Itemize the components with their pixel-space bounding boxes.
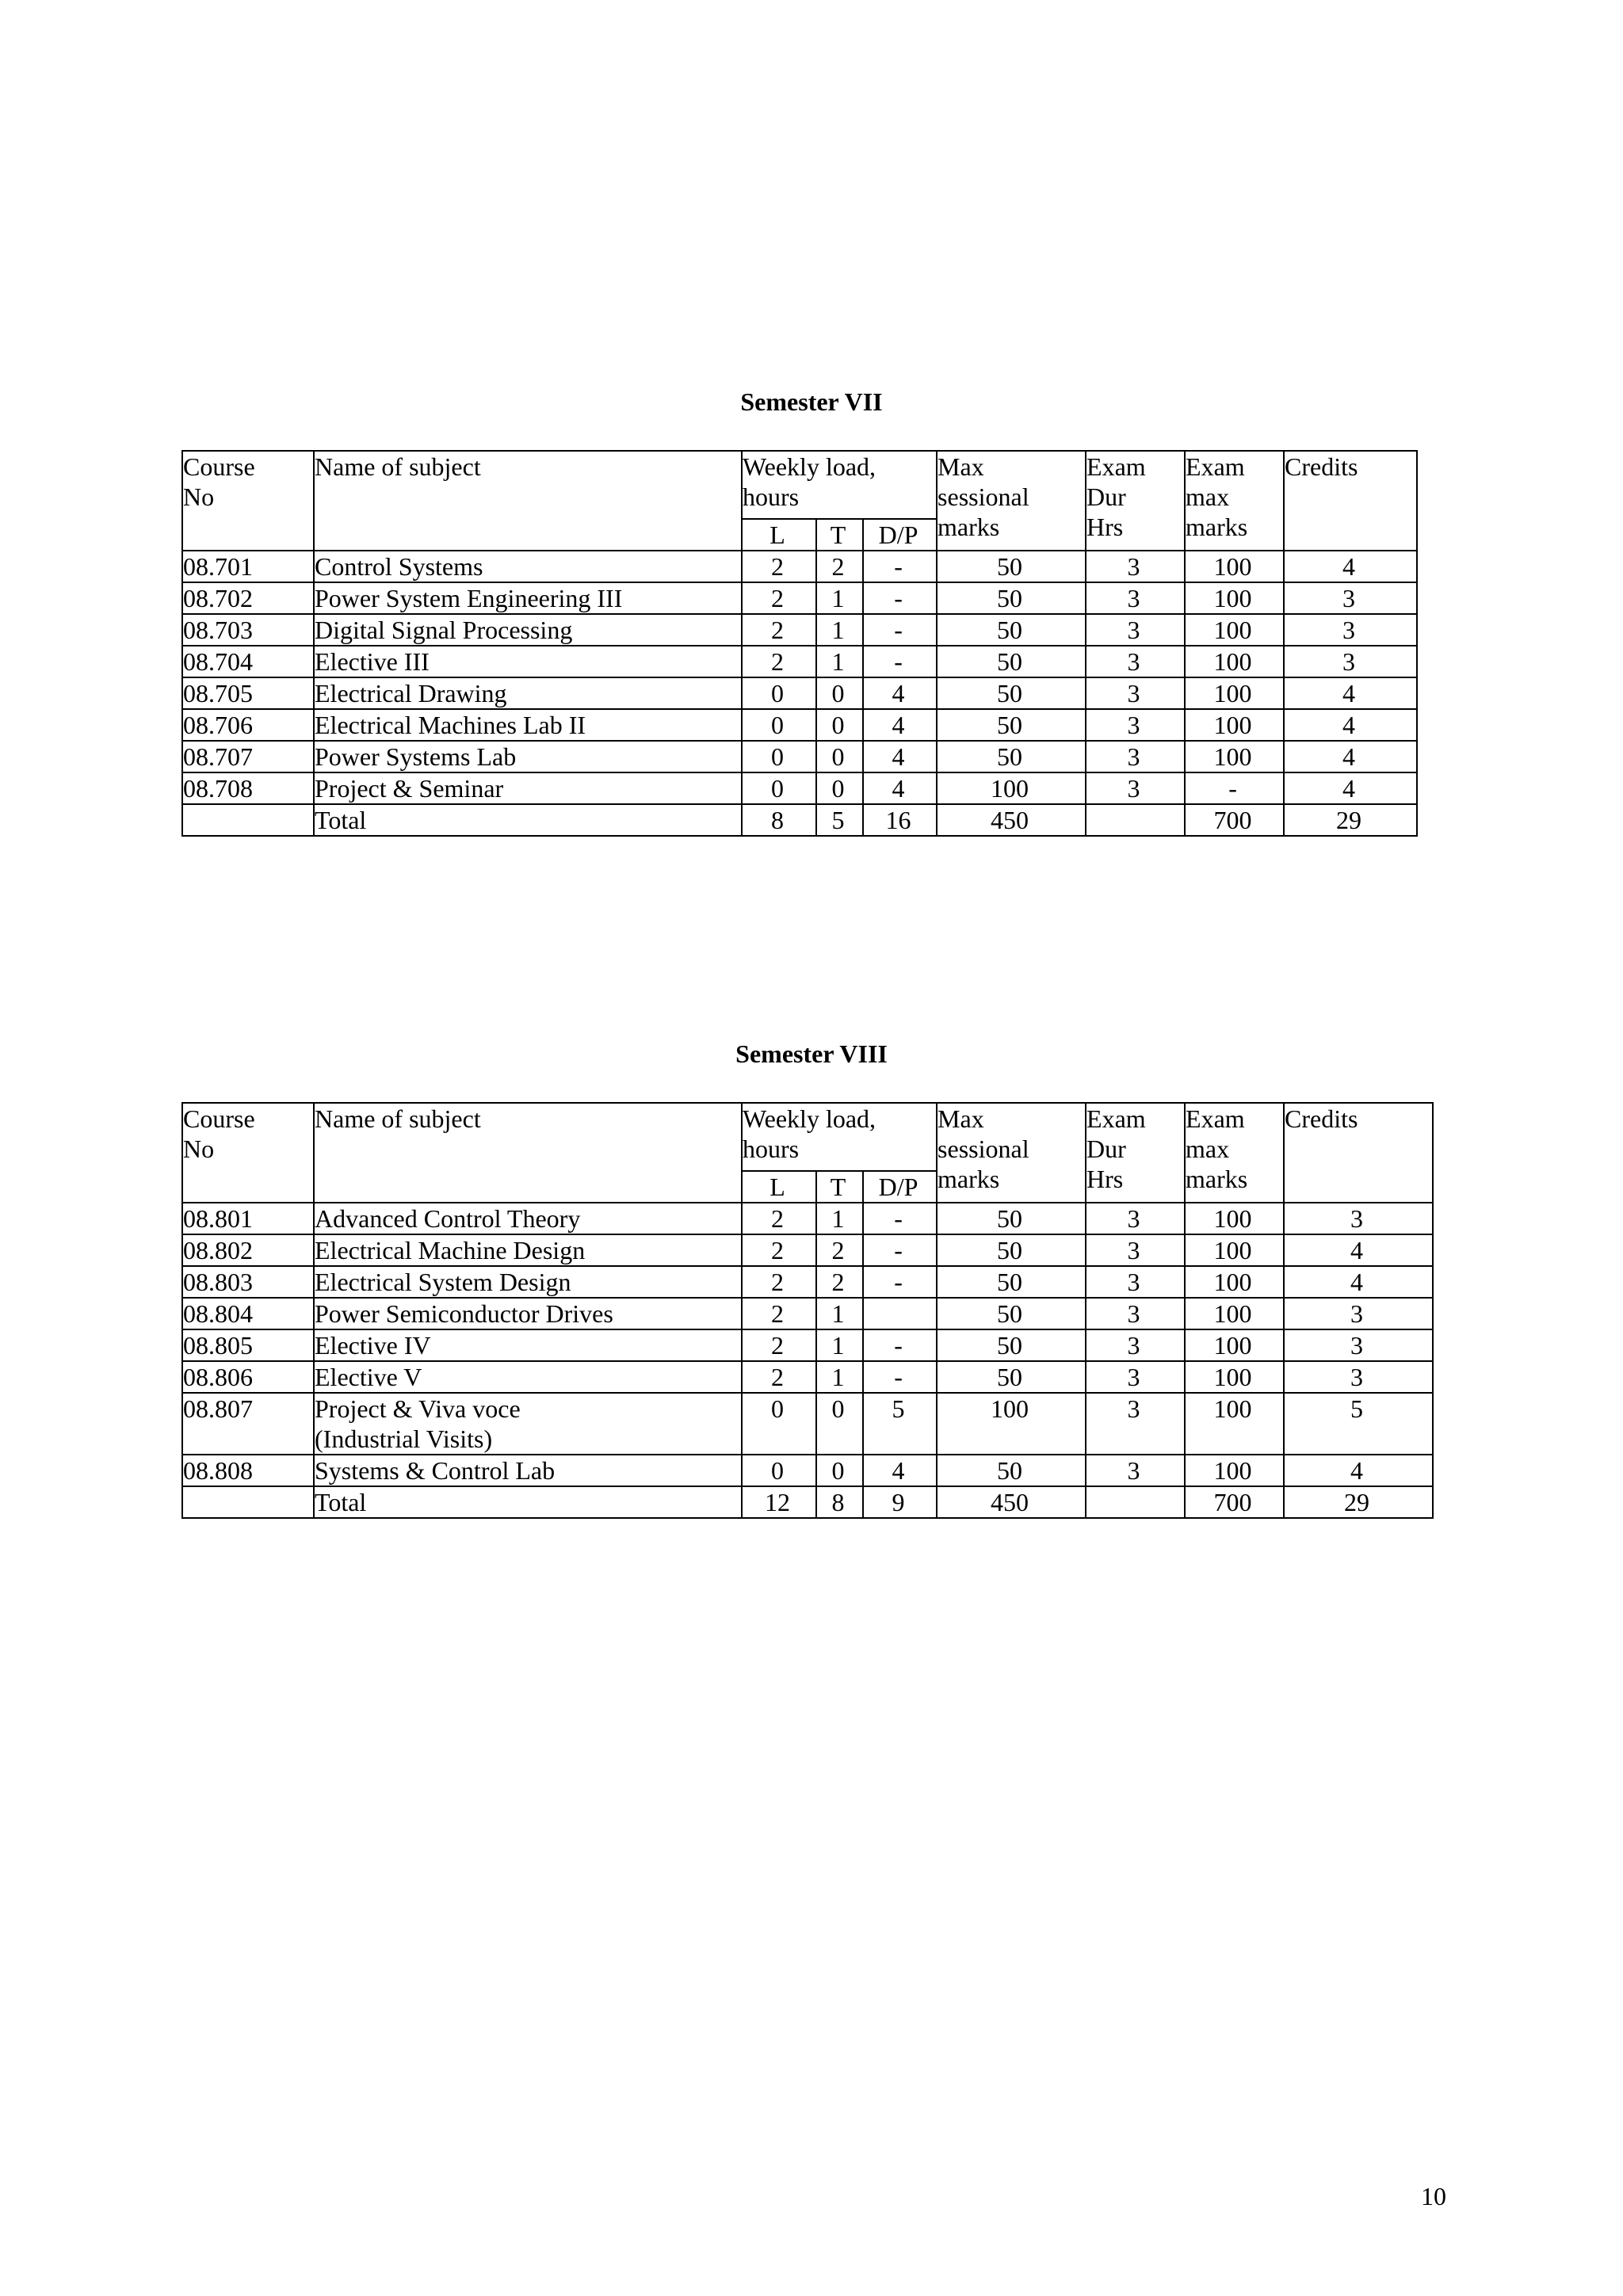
credits-cell: 3: [1284, 1298, 1433, 1329]
course-no-cell: 08.807: [182, 1393, 314, 1455]
total-dur: [1086, 804, 1185, 836]
semester-vii-body: [182, 451, 1417, 836]
total-sessional: 450: [937, 804, 1086, 836]
course-no-cell: 08.702: [182, 582, 314, 614]
exam-max-cell: 100: [1185, 1329, 1284, 1361]
credits-cell: 3: [1284, 614, 1417, 646]
credits-cell: 3: [1284, 1361, 1433, 1393]
subject-name-cell: Systems & Control Lab: [314, 1455, 742, 1486]
exam-max-cell: 100: [1185, 741, 1284, 772]
course-no-cell: 08.804: [182, 1298, 314, 1329]
exam-dur-cell: 3: [1086, 1234, 1185, 1266]
exam-dur-cell: 3: [1086, 709, 1185, 741]
credits-cell: 3: [1284, 582, 1417, 614]
exam-dur-cell: 3: [1086, 646, 1185, 677]
total-l: 8: [742, 804, 816, 836]
credits-cell: 4: [1284, 1455, 1433, 1486]
subject-name-cell: Power System Engineering III: [314, 582, 742, 614]
t-cell: 1: [816, 1203, 863, 1234]
table-row: [182, 1203, 1433, 1234]
subject-name-cell: Electrical System Design: [314, 1266, 742, 1298]
l-cell: 2: [742, 1203, 816, 1234]
course-no-cell: 08.803: [182, 1266, 314, 1298]
t-cell: 0: [816, 741, 863, 772]
l-cell: 2: [742, 1361, 816, 1393]
header-exam-max: Exam max marks: [1185, 451, 1284, 551]
header-t: T: [816, 1171, 863, 1203]
total-t: 5: [816, 804, 863, 836]
sessional-cell: 50: [937, 1266, 1086, 1298]
sessional-cell: 50: [937, 741, 1086, 772]
table-row: [182, 1266, 1433, 1298]
exam-max-cell: 100: [1185, 1361, 1284, 1393]
header-max-sessional: Max sessional marks: [937, 451, 1086, 551]
course-no-cell: 08.705: [182, 677, 314, 709]
exam-max-cell: 100: [1185, 614, 1284, 646]
course-no-cell: 08.701: [182, 551, 314, 582]
t-cell: 0: [816, 709, 863, 741]
exam-max-cell: 100: [1185, 646, 1284, 677]
header-l: L: [742, 1171, 816, 1203]
subject-name-cell: Power Systems Lab: [314, 741, 742, 772]
t-cell: 0: [816, 1393, 863, 1455]
l-cell: 2: [742, 582, 816, 614]
table-row: [182, 772, 1417, 804]
semester-viii-body: [182, 1103, 1433, 1518]
total-exam: 700: [1185, 804, 1284, 836]
credits-cell: 4: [1284, 741, 1417, 772]
sessional-cell: 50: [937, 1329, 1086, 1361]
table-row: [182, 1329, 1433, 1361]
t-cell: 1: [816, 1298, 863, 1329]
dp-cell: 4: [863, 677, 937, 709]
dp-cell: 4: [863, 709, 937, 741]
header-course-no: Course No: [182, 451, 314, 551]
header-max-sessional: Max sessional marks: [937, 1103, 1086, 1203]
semester-viii-table: [181, 1102, 1434, 1519]
subject-name-cell: Power Semiconductor Drives: [314, 1298, 742, 1329]
credits-cell: 4: [1284, 1234, 1433, 1266]
exam-dur-cell: 3: [1086, 772, 1185, 804]
t-cell: 2: [816, 551, 863, 582]
header-credits: Credits: [1284, 451, 1417, 551]
exam-max-cell: 100: [1185, 1455, 1284, 1486]
exam-max-cell: 100: [1185, 709, 1284, 741]
table-row: [182, 646, 1417, 677]
exam-max-cell: 100: [1185, 582, 1284, 614]
l-cell: 2: [742, 614, 816, 646]
dp-cell: 4: [863, 772, 937, 804]
exam-max-cell: 100: [1185, 551, 1284, 582]
exam-dur-cell: 3: [1086, 1203, 1185, 1234]
header-row: [182, 451, 1417, 519]
exam-dur-cell: 3: [1086, 1266, 1185, 1298]
dp-cell: -: [863, 646, 937, 677]
exam-max-cell: -: [1185, 772, 1284, 804]
dp-cell: -: [863, 1329, 937, 1361]
dp-cell: 4: [863, 741, 937, 772]
table-row: [182, 551, 1417, 582]
table-row: [182, 1455, 1433, 1486]
header-exam-dur: Exam Dur Hrs: [1086, 451, 1185, 551]
exam-max-cell: 100: [1185, 1393, 1284, 1455]
table-row: [182, 677, 1417, 709]
header-row: [182, 1103, 1433, 1171]
t-cell: 0: [816, 772, 863, 804]
t-cell: 1: [816, 582, 863, 614]
header-t: T: [816, 519, 863, 551]
t-cell: 0: [816, 677, 863, 709]
l-cell: 2: [742, 551, 816, 582]
t-cell: 0: [816, 1455, 863, 1486]
t-cell: 2: [816, 1266, 863, 1298]
exam-max-cell: 100: [1185, 1234, 1284, 1266]
exam-max-cell: 100: [1185, 677, 1284, 709]
dp-cell: -: [863, 1234, 937, 1266]
exam-dur-cell: 3: [1086, 582, 1185, 614]
t-cell: 1: [816, 1361, 863, 1393]
course-no-cell: 08.707: [182, 741, 314, 772]
exam-max-cell: 100: [1185, 1298, 1284, 1329]
subject-name-cell: Elective V: [314, 1361, 742, 1393]
course-no-cell: 08.805: [182, 1329, 314, 1361]
course-no-cell: 08.801: [182, 1203, 314, 1234]
credits-cell: 4: [1284, 772, 1417, 804]
table-row: [182, 1298, 1433, 1329]
total-exam: 700: [1185, 1486, 1284, 1518]
sessional-cell: 50: [937, 646, 1086, 677]
exam-dur-cell: 3: [1086, 614, 1185, 646]
credits-cell: 4: [1284, 551, 1417, 582]
total-empty-cell: [182, 804, 314, 836]
total-row: [182, 1486, 1433, 1518]
dp-cell: -: [863, 614, 937, 646]
semester-vii-title: Semester VII: [740, 387, 883, 416]
exam-dur-cell: 3: [1086, 741, 1185, 772]
header-course-no: Course No: [182, 1103, 314, 1203]
dp-cell: -: [863, 1361, 937, 1393]
l-cell: 2: [742, 1329, 816, 1361]
total-row: [182, 804, 1417, 836]
header-l: L: [742, 519, 816, 551]
exam-max-cell: 100: [1185, 1266, 1284, 1298]
t-cell: 1: [816, 1329, 863, 1361]
exam-dur-cell: 3: [1086, 1298, 1185, 1329]
subject-name-cell: Project & Seminar: [314, 772, 742, 804]
total-dp: 16: [863, 804, 937, 836]
table-row: [182, 709, 1417, 741]
semester-vii-table: [181, 450, 1418, 837]
credits-cell: 3: [1284, 1329, 1433, 1361]
t-cell: 1: [816, 646, 863, 677]
l-cell: 0: [742, 709, 816, 741]
table-row: [182, 741, 1417, 772]
subject-name-cell: Elective III: [314, 646, 742, 677]
dp-cell: -: [863, 582, 937, 614]
table-row: [182, 1361, 1433, 1393]
l-cell: 0: [742, 1455, 816, 1486]
header-exam-dur: Exam Dur Hrs: [1086, 1103, 1185, 1203]
sessional-cell: 100: [937, 772, 1086, 804]
dp-cell: -: [863, 1203, 937, 1234]
sessional-cell: 50: [937, 1455, 1086, 1486]
subject-name-cell: Electrical Drawing: [314, 677, 742, 709]
total-empty-cell: [182, 1486, 314, 1518]
sessional-cell: 50: [937, 614, 1086, 646]
total-dp: 9: [863, 1486, 937, 1518]
total-t: 8: [816, 1486, 863, 1518]
subject-name-cell: Advanced Control Theory: [314, 1203, 742, 1234]
sessional-cell: 50: [937, 1361, 1086, 1393]
course-no-cell: 08.704: [182, 646, 314, 677]
table-row: [182, 614, 1417, 646]
header-dp: D/P: [863, 1171, 937, 1203]
credits-cell: 4: [1284, 709, 1417, 741]
total-credits: 29: [1284, 1486, 1433, 1518]
course-no-cell: 08.808: [182, 1455, 314, 1486]
course-no-cell: 08.708: [182, 772, 314, 804]
dp-cell: -: [863, 1266, 937, 1298]
subject-name-cell: Electrical Machine Design: [314, 1234, 742, 1266]
exam-dur-cell: 3: [1086, 1393, 1185, 1455]
credits-cell: 3: [1284, 646, 1417, 677]
credits-cell: 3: [1284, 1203, 1433, 1234]
dp-cell: [863, 1298, 937, 1329]
credits-cell: 4: [1284, 1266, 1433, 1298]
course-no-cell: 08.703: [182, 614, 314, 646]
total-dur: [1086, 1486, 1185, 1518]
subject-name-cell: Electrical Machines Lab II: [314, 709, 742, 741]
total-credits: 29: [1284, 804, 1417, 836]
dp-cell: -: [863, 551, 937, 582]
exam-dur-cell: 3: [1086, 677, 1185, 709]
header-name-of-subject: Name of subject: [314, 1103, 742, 1203]
dp-cell: 5: [863, 1393, 937, 1455]
subject-name-cell: Digital Signal Processing: [314, 614, 742, 646]
sessional-cell: 100: [937, 1393, 1086, 1455]
table-row: [182, 1393, 1433, 1455]
sessional-cell: 50: [937, 582, 1086, 614]
l-cell: 2: [742, 646, 816, 677]
exam-dur-cell: 3: [1086, 1361, 1185, 1393]
dp-cell: 4: [863, 1455, 937, 1486]
subject-name-cell: Project & Viva voce (Industrial Visits): [314, 1393, 742, 1455]
t-cell: 2: [816, 1234, 863, 1266]
subject-name-cell: Elective IV: [314, 1329, 742, 1361]
subject-name-cell: Control Systems: [314, 551, 742, 582]
l-cell: 0: [742, 677, 816, 709]
credits-cell: 4: [1284, 677, 1417, 709]
sessional-cell: 50: [937, 1234, 1086, 1266]
sessional-cell: 50: [937, 677, 1086, 709]
exam-dur-cell: 3: [1086, 551, 1185, 582]
header-exam-max: Exam max marks: [1185, 1103, 1284, 1203]
page-number: 10: [1421, 2182, 1446, 2210]
header-weekly-load: Weekly load, hours: [742, 451, 937, 519]
total-label: Total: [314, 804, 742, 836]
total-label: Total: [314, 1486, 742, 1518]
sessional-cell: 50: [937, 1203, 1086, 1234]
exam-max-cell: 100: [1185, 1203, 1284, 1234]
header-name-of-subject: Name of subject: [314, 451, 742, 551]
header-dp: D/P: [863, 519, 937, 551]
sessional-cell: 50: [937, 551, 1086, 582]
exam-dur-cell: 3: [1086, 1329, 1185, 1361]
course-no-cell: 08.706: [182, 709, 314, 741]
l-cell: 2: [742, 1298, 816, 1329]
l-cell: 0: [742, 741, 816, 772]
t-cell: 1: [816, 614, 863, 646]
l-cell: 2: [742, 1266, 816, 1298]
table-row: [182, 582, 1417, 614]
credits-cell: 5: [1284, 1393, 1433, 1455]
exam-dur-cell: 3: [1086, 1455, 1185, 1486]
table-row: [182, 1234, 1433, 1266]
sessional-cell: 50: [937, 1298, 1086, 1329]
total-sessional: 450: [937, 1486, 1086, 1518]
l-cell: 0: [742, 1393, 816, 1455]
header-weekly-load: Weekly load, hours: [742, 1103, 937, 1171]
total-l: 12: [742, 1486, 816, 1518]
sessional-cell: 50: [937, 709, 1086, 741]
semester-viii-title: Semester VIII: [735, 1039, 888, 1068]
l-cell: 2: [742, 1234, 816, 1266]
header-credits: Credits: [1284, 1103, 1433, 1203]
l-cell: 0: [742, 772, 816, 804]
course-no-cell: 08.806: [182, 1361, 314, 1393]
course-no-cell: 08.802: [182, 1234, 314, 1266]
